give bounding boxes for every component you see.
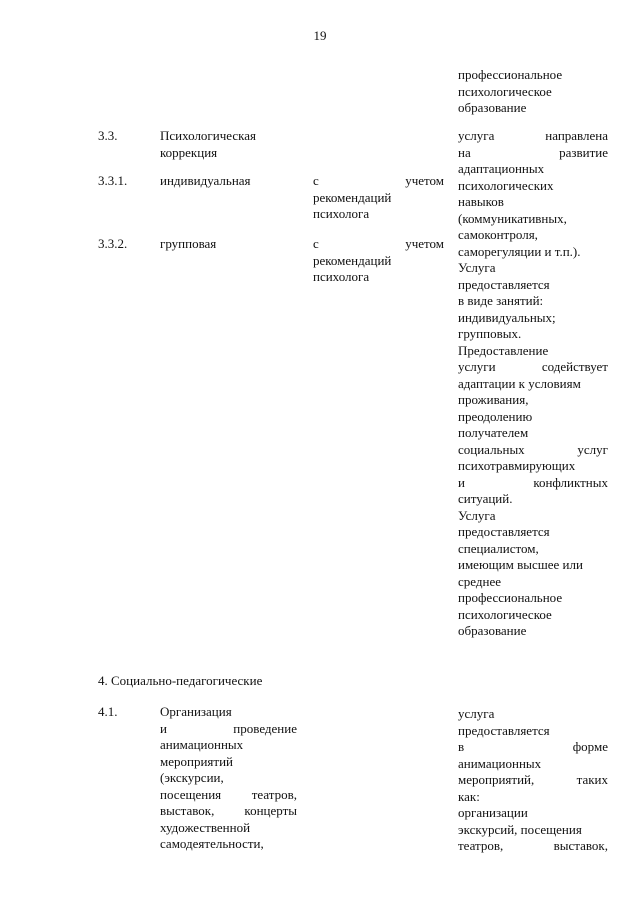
item-name: коррекция xyxy=(160,144,218,160)
continuation-line: психологическое xyxy=(458,83,552,99)
desc-line: услуги содействует xyxy=(458,359,608,374)
item-number: 4.1. xyxy=(98,704,118,719)
item-name: Организация xyxy=(160,704,232,719)
desc-line: предоставляется xyxy=(458,722,550,738)
item-name: индивидуальная xyxy=(160,173,251,188)
desc-line: индивидуальных; xyxy=(458,309,556,325)
desc-line: предоставляется xyxy=(458,524,550,539)
desc-line: самоконтроля, xyxy=(458,227,538,242)
desc-line: Предоставление xyxy=(458,342,549,358)
desc-line: организации xyxy=(458,805,528,820)
desc-line: экскурсий, посещения xyxy=(458,821,582,837)
item-name: посещения театров, xyxy=(160,786,297,802)
item-term: рекомендаций xyxy=(313,252,392,268)
desc-line: среднее xyxy=(458,573,501,589)
desc-line: групповых. xyxy=(458,326,522,341)
item-number: 3.3. xyxy=(98,128,118,143)
item-name: художественной xyxy=(160,819,251,835)
desc-line: ситуаций. xyxy=(458,491,513,506)
item-term: психолога xyxy=(313,269,370,284)
desc-line: как: xyxy=(458,788,480,804)
desc-line: и конфликтных xyxy=(458,474,608,490)
item-number: 3.3.2. xyxy=(98,236,128,251)
desc-line: преодолению xyxy=(458,408,533,424)
desc-line: психотравмирующих xyxy=(458,458,576,473)
desc-line: психологических xyxy=(458,177,554,193)
desc-line: саморегуляции и т.п.). xyxy=(458,243,581,259)
desc-line: получателем xyxy=(458,425,529,440)
continuation-line: образование xyxy=(458,100,527,115)
item-name: самодеятельности, xyxy=(160,836,264,851)
item-name: и проведение xyxy=(160,720,297,736)
section-heading: 4. Социально-педагогические xyxy=(98,673,263,688)
item-term: с учетом xyxy=(313,173,444,188)
desc-line: социальных услуг xyxy=(458,441,608,457)
desc-line: мероприятий, таких xyxy=(458,772,608,787)
desc-line: профессиональное xyxy=(458,590,563,605)
desc-line: предоставляется xyxy=(458,276,550,292)
item-term: рекомендаций xyxy=(313,189,392,205)
desc-line: образование xyxy=(458,623,527,638)
desc-line: имеющим высшее или xyxy=(458,557,583,572)
desc-line: анимационных xyxy=(458,755,542,771)
desc-line: психологическое xyxy=(458,606,552,622)
desc-line: Услуга xyxy=(458,507,496,523)
item-name: выставок, концерты xyxy=(160,803,297,818)
item-name: групповая xyxy=(160,236,217,251)
desc-line: в виде занятий: xyxy=(458,293,544,308)
item-name: Психологическая xyxy=(160,128,256,143)
desc-line: услуга xyxy=(458,706,495,721)
item-term: психолога xyxy=(313,206,370,221)
desc-line: адаптационных xyxy=(458,161,545,176)
desc-line: (коммуникативных, xyxy=(458,210,567,226)
desc-line: навыков xyxy=(458,194,504,209)
desc-line: проживания, xyxy=(458,392,529,407)
item-number: 3.3.1. xyxy=(98,173,128,188)
desc-line: на развитие xyxy=(458,144,608,160)
desc-line: услуга направлена xyxy=(458,128,608,143)
item-name: мероприятий xyxy=(160,753,233,769)
desc-line: театров, выставок, xyxy=(458,838,608,853)
desc-line: адаптации к условиям xyxy=(458,375,581,391)
continuation-line: профессиональное xyxy=(458,67,563,82)
item-name: анимационных xyxy=(160,737,244,752)
page-number: 19 xyxy=(313,28,327,43)
item-term: с учетом xyxy=(313,236,444,251)
item-name: (экскурсии, xyxy=(160,770,224,785)
desc-line: в форме xyxy=(458,739,608,754)
desc-line: специалистом, xyxy=(458,540,539,556)
desc-line: Услуга xyxy=(458,260,496,275)
